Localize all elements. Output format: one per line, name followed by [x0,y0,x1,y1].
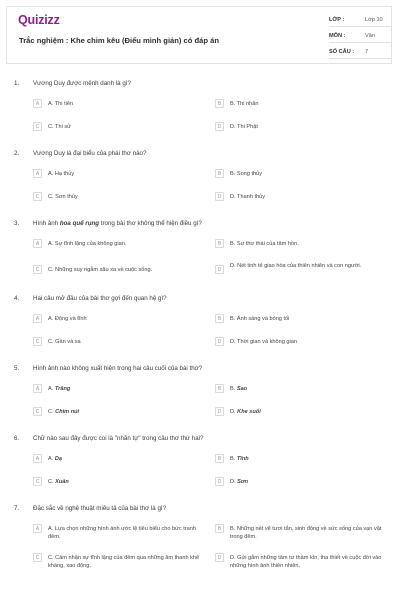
option-text: B. Những nét vẽ tươi tắn, sinh động về sức sống của vạn vật trong đêm. [230,526,382,540]
option-text: B. Ánh sáng và bóng tối [230,316,290,322]
option-letter-box: B [215,454,224,463]
option-letter-box: B [215,384,224,393]
option-text: C. Cảm nhận sự tĩnh lặng của đêm qua những âm thanh khẽ khàng, xao động. [48,555,200,569]
option-prefix: A. [48,386,55,392]
option-letter-box: C [33,265,42,274]
option-text [230,408,390,416]
option-letter-box: C [33,553,42,562]
option-text: C. Thi sử [48,124,71,130]
option-letter-box: A [33,384,42,393]
option-text: A. Hạ thủy [48,171,75,177]
option-letter-box: B [215,169,224,178]
option-letter-box: B [215,314,224,323]
option-letter-box: D [215,265,224,274]
option-text: B. Thi nhân [230,101,259,107]
option-emphasis: Khe suối [237,409,261,415]
question-number: 4. [14,295,20,302]
question-number: 3. [14,220,20,227]
worksheet-title: Trắc nghiệm : Khe chim kêu (Điểu minh giản) có đáp án [19,36,219,45]
option-letter-box: B [215,99,224,108]
option-letter-box: A [33,239,42,248]
option-letter-box: D [215,407,224,416]
option-prefix: B. [230,386,237,392]
option-text: C. Sơn thủy [48,194,78,200]
option-letter-box: A [33,99,42,108]
question-text-after: trong bài thơ không thể hiện điều gì? [99,220,202,227]
option-letter-box: D [215,337,224,346]
option-emphasis: Sao [236,386,248,392]
option-text [48,455,208,463]
meta-divider [329,26,391,27]
option-text: D. Thanh thủy [230,194,266,200]
meta-class-value: Lớp 10 [365,17,383,23]
question-text: Hình ảnh nào không xuất hiện trong hai câu cuối của bài thơ? [33,365,203,372]
option-text [48,478,208,486]
option-letter-box: B [215,239,224,248]
option-emphasis: Tĩnh [236,456,249,462]
meta-subject-value: Văn [365,33,375,39]
option-emphasis: Chim núi [55,409,80,415]
option-letter-box: A [33,524,42,533]
meta-divider [329,42,391,43]
option-prefix: B. [230,456,237,462]
question-text-before: Hình ảnh [33,220,60,227]
option-prefix: D. [230,409,238,415]
option-letter-box: D [215,477,224,486]
worksheet-header [6,6,392,64]
option-letter-box: D [215,192,224,201]
option-letter-box: C [33,122,42,131]
option-letter-box: C [33,407,42,416]
meta-count-label: SỐ CÂU : [329,49,355,55]
option-letter-box: A [33,454,42,463]
option-letter-box: A [33,314,42,323]
option-text [230,455,390,463]
option-letter-box: D [215,122,224,131]
question-text: Hai câu mở đầu của bài thơ gợi đến quan hệ gì? [33,295,167,302]
quizizz-logo: Quizizz [18,13,60,27]
meta-count-value: 7 [365,49,369,55]
question-number: 7. [14,505,20,512]
option-text: B. Song thủy [230,171,263,177]
option-letter-box: C [33,337,42,346]
option-emphasis: Xuân [55,479,69,485]
question-text-emphasis: hoa quế rụng [59,220,100,227]
option-prefix: D. [230,479,238,485]
option-text: D. Nét tinh tế giao hòa của thiên nhiên và con người. [230,263,362,269]
question-number: 2. [14,150,20,157]
option-text: A. Lựa chọn những hình ảnh ước lệ tiêu biểu cho bức tranh đêm. [48,526,197,540]
option-prefix: C. [48,409,56,415]
option-letter-box: D [215,553,224,562]
option-emphasis: Sơn [237,479,249,485]
question-text: Chữ nào sau đây được coi là "nhãn tự" trong câu thơ thứ hai? [33,435,204,442]
meta-divider [329,58,391,59]
question-number: 6. [14,435,20,442]
option-emphasis: Trăng [54,386,71,392]
option-text: A. Động và tĩnh [48,316,87,322]
option-prefix: C. [48,479,56,485]
option-letter-box: C [33,192,42,201]
option-text [48,385,208,393]
option-text: A. Thi tiên [48,101,74,107]
meta-subject-label: MÔN : [329,33,346,39]
option-text: C. Gần và xa [48,339,81,345]
option-text [230,478,390,486]
option-text [48,408,208,416]
option-text: D. Gửi gắm những tâm tư thầm kín, tha thiết về cuộc đời vào những hình ảnh thiên nhiên. [230,555,382,569]
question-text: Đặc sắc về nghệ thuật miêu tả của bài thơ là gì? [33,505,167,512]
option-letter-box: B [215,524,224,533]
option-text: D. Thi Phật [230,124,258,130]
option-prefix: A. [48,456,55,462]
option-text: C. Những suy ngẫm sâu xa về cuộc sống. [48,267,153,273]
question-text: Vương Duy là đại biểu của phái thơ nào? [33,150,147,157]
meta-class-label: LỚP : [329,17,345,23]
option-letter-box: A [33,169,42,178]
option-text: D. Thời gian và không gian [230,339,298,345]
option-emphasis: Dạ [54,456,62,462]
question-text [33,220,202,227]
option-text: B. Sự thư thái của tâm hồn. [230,241,299,247]
question-number: 5. [14,365,20,372]
question-text: Vương Duy được mệnh danh là gì? [33,80,131,87]
option-letter-box: C [33,477,42,486]
option-text: A. Sự tĩnh lặng của không gian. [48,241,127,247]
question-number: 1. [14,80,20,87]
option-text [230,385,390,393]
